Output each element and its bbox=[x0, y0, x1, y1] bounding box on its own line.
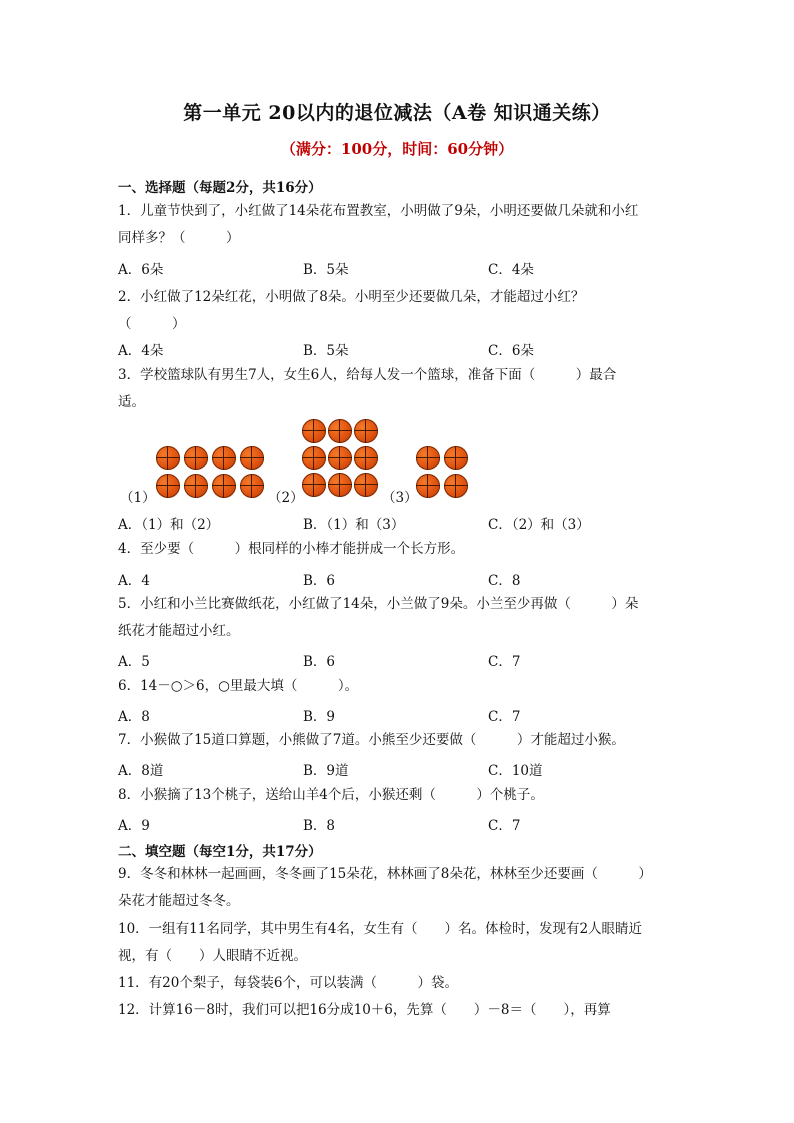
option-b[interactable]: B．8 bbox=[303, 818, 336, 834]
question-3 bbox=[118, 362, 678, 416]
option-c[interactable]: C．6朵 bbox=[488, 343, 534, 359]
basketball-icon bbox=[156, 446, 180, 470]
question-11 bbox=[118, 970, 678, 997]
question-text: 8．小猴摘了13个桃子，送给山羊4个后，小猴还剩（ ）个桃子。 bbox=[118, 787, 544, 803]
option-c[interactable]: C．（2）和（3） bbox=[488, 517, 590, 533]
basketball-icon bbox=[302, 473, 326, 497]
basketball-icon bbox=[212, 446, 236, 470]
question-9 bbox=[118, 861, 678, 915]
question-text: 11．有20个梨子，每袋装6个，可以装满（ ）袋。 bbox=[118, 975, 458, 991]
group-label-2: （2） bbox=[268, 490, 304, 506]
basketball-icon bbox=[156, 474, 180, 498]
question-text: 3．学校篮球队有男生7人，女生6人，给每人发一个篮球，准备下面（ ）最合 bbox=[118, 367, 617, 383]
question-text: 同样多？（ ） bbox=[118, 230, 240, 246]
option-b[interactable]: B．6 bbox=[303, 654, 336, 670]
worksheet-subtitle: （满分：100分，时间：60分钟） bbox=[280, 140, 514, 158]
question-text: 2．小红做了12朵红花，小明做了8朵。小明至少还要做几朵，才能超过小红？ bbox=[118, 289, 585, 305]
option-c[interactable]: C．7 bbox=[488, 709, 521, 725]
option-b[interactable]: B．（1）和（3） bbox=[303, 517, 405, 533]
question-5 bbox=[118, 591, 678, 645]
option-a[interactable]: A．4朵 bbox=[118, 343, 164, 359]
option-b[interactable]: B．9道 bbox=[303, 763, 349, 779]
question-6 bbox=[118, 673, 678, 700]
option-b[interactable]: B．9 bbox=[303, 709, 336, 725]
basketball-icon bbox=[354, 473, 378, 497]
basketball-icon bbox=[328, 473, 352, 497]
question-text: 6．14－○＞6，○里最大填（ ）。 bbox=[118, 678, 359, 694]
question-8 bbox=[118, 782, 678, 809]
question-text: 朵花才能超过冬冬。 bbox=[118, 893, 240, 909]
question-text: 9．冬冬和林林一起画画，冬冬画了15朵花，林林画了8朵花，林林至少还要画（ ） bbox=[118, 866, 652, 882]
question-text: 4．至少要（ ）根同样的小棒才能拼成一个长方形。 bbox=[118, 541, 465, 557]
section-heading-choice: 一、选择题（每题2分，共16分） bbox=[118, 180, 322, 196]
question-text: （ ） bbox=[118, 316, 186, 332]
section-heading-fill: 二、填空题（每空1分，共17分） bbox=[118, 844, 322, 860]
option-a[interactable]: A．8 bbox=[118, 709, 150, 725]
option-a[interactable]: A．8道 bbox=[118, 763, 164, 779]
basketball-icon bbox=[302, 446, 326, 470]
option-b[interactable]: B．5朵 bbox=[303, 343, 349, 359]
group-label-3: （3） bbox=[382, 490, 418, 506]
worksheet-title: 第一单元 20以内的退位减法（A卷 知识通关练） bbox=[183, 102, 611, 124]
question-text: 适。 bbox=[118, 394, 145, 410]
question-7 bbox=[118, 727, 678, 754]
question-1 bbox=[118, 198, 678, 252]
basketball-icon bbox=[444, 446, 468, 470]
question-text: 视，有（ ）人眼睛不近视。 bbox=[118, 948, 307, 964]
option-c[interactable]: C．8 bbox=[488, 573, 521, 589]
question-text: 纸花才能超过小红。 bbox=[118, 623, 240, 639]
question-12 bbox=[118, 997, 678, 1024]
group-label-1: （1） bbox=[120, 490, 156, 506]
basketball-icon bbox=[184, 474, 208, 498]
option-a[interactable]: A．9 bbox=[118, 818, 150, 834]
question-4 bbox=[118, 536, 678, 563]
question-text: 1．儿童节快到了，小红做了14朵花布置教室，小明做了9朵，小明还要做几朵就和小红 bbox=[118, 203, 639, 219]
basketball-icon bbox=[328, 419, 352, 443]
option-c[interactable]: C．7 bbox=[488, 654, 521, 670]
option-b[interactable]: B．5朵 bbox=[303, 262, 349, 278]
option-c[interactable]: C．4朵 bbox=[488, 262, 534, 278]
question-text: 10．一组有11名同学，其中男生有4名，女生有（ ）名。体检时，发现有2人眼睛近 bbox=[118, 921, 643, 937]
basketball-icon bbox=[240, 474, 264, 498]
question-text: 5．小红和小兰比赛做纸花，小红做了14朵，小兰做了9朵。小兰至少再做（ ）朵 bbox=[118, 596, 639, 612]
basketball-icon bbox=[240, 446, 264, 470]
option-a[interactable]: A．5 bbox=[118, 654, 150, 670]
basketball-icon bbox=[212, 474, 236, 498]
option-a[interactable]: A．（1）和（2） bbox=[118, 517, 220, 533]
basketball-icon bbox=[444, 474, 468, 498]
question-text: 7．小猴做了15道口算题，小熊做了7道。小熊至少还要做（ ）才能超过小猴。 bbox=[118, 732, 625, 748]
question-text: 12．计算16－8时，我们可以把16分成10＋6，先算（ ）－8＝（ ），再算 bbox=[118, 1002, 611, 1018]
option-a[interactable]: A．4 bbox=[118, 573, 150, 589]
basketball-icon bbox=[328, 446, 352, 470]
option-a[interactable]: A．6朵 bbox=[118, 262, 164, 278]
option-c[interactable]: C．10道 bbox=[488, 763, 543, 779]
question-10 bbox=[118, 916, 678, 970]
option-b[interactable]: B．6 bbox=[303, 573, 336, 589]
basketball-icon bbox=[416, 446, 440, 470]
basketball-icon bbox=[184, 446, 208, 470]
basketball-icon bbox=[354, 419, 378, 443]
basketball-icon bbox=[302, 419, 326, 443]
option-c[interactable]: C．7 bbox=[488, 818, 521, 834]
basketball-icon bbox=[416, 474, 440, 498]
basketball-icon bbox=[354, 446, 378, 470]
question-2 bbox=[118, 284, 678, 338]
